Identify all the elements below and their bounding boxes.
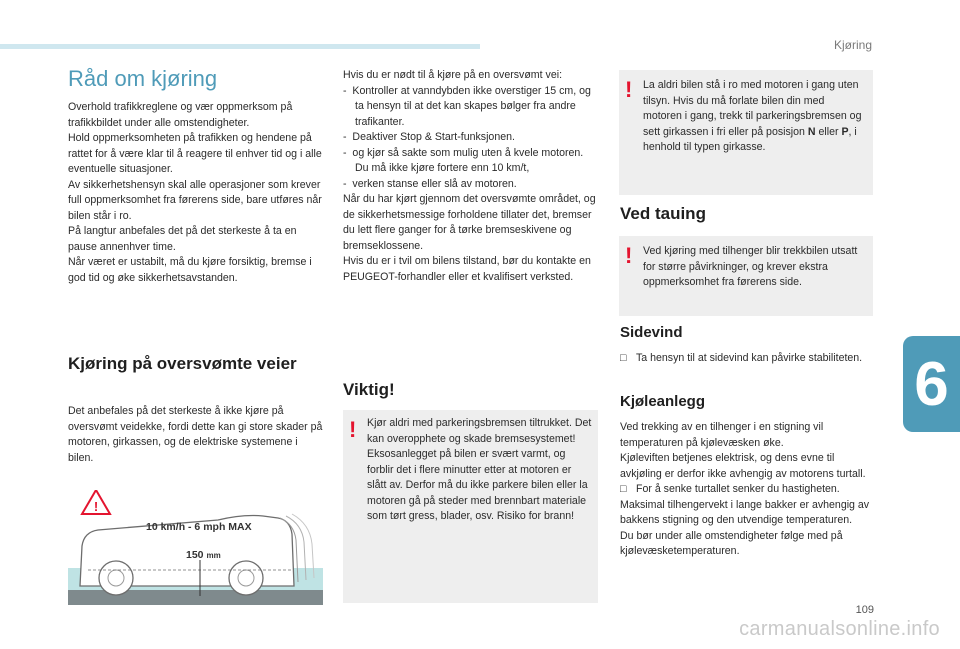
cooling-heading: Kjøleanlegg — [620, 393, 706, 410]
list-item: - verken stanse eller slå av motoren. — [343, 177, 517, 190]
important-box — [343, 410, 598, 603]
paragraph: På langtur anbefales det på det sterkeste å ta en pause annenhver time. — [68, 225, 297, 253]
checkbox-bullet-icon: □ — [620, 483, 627, 495]
paragraph: Du bør under alle omstendigheter følge med på kjølevæsketemperaturen. — [620, 529, 843, 557]
warning-icon: ! — [625, 243, 633, 268]
rear-wheel — [229, 561, 263, 595]
important-heading: Viktig! — [343, 380, 395, 399]
towing-heading: Ved tauing — [620, 204, 706, 223]
flood-instructions — [343, 68, 599, 285]
chapter-tab: 6 — [903, 336, 960, 432]
top-accent-bar — [0, 44, 480, 49]
cooling-text — [620, 420, 874, 560]
cooling-item: □ For å senke turtallet senker du hastigheten. — [620, 482, 874, 498]
paragraph: Overhold trafikkreglene og vær oppmerksom på trafikkbildet under alle omstendigheter. — [68, 101, 293, 129]
front-wheel — [99, 561, 133, 595]
paragraph: Maksimal tilhengervekt i lange bakker er avhengig av bakkens stigning og den utvendige temperaturen. — [620, 498, 870, 526]
towing-warning-box — [619, 236, 873, 316]
list-item: - Deaktiver Stop & Start-funksjonen. — [343, 131, 515, 143]
paragraph: Kjøleviften betjenes elektrisk, og dens evne til avkjøling er derfor ikke avhengig av motorens turtall. — [620, 452, 866, 480]
warning-icon: ! — [349, 417, 357, 442]
paragraph: Ved trekking av en tilhenger i en stigning vil temperaturen på kjølevæsken øke. — [620, 421, 824, 449]
towing-text: Ved kjøring med tilhenger blir trekkbilen utsatt for større påvirkninger, og krever ekstra oppmerksomhet fra førerens side. — [643, 245, 858, 288]
crosswind-heading: Sidevind — [620, 324, 683, 341]
car-in-water-figure — [68, 490, 323, 605]
list-item: - Kontroller at vanndybden ikke overstiger 15 cm, og ta hensyn til at det kan skapes bølger fra andre trafikanter. — [343, 84, 591, 128]
list-item: - og kjør så sakte som mulig uten å kvele motoren. Du må ikke kjøre fortere enn 10 km/t, — [343, 146, 584, 174]
watermark: carmanualsonline.info — [739, 618, 940, 640]
speed-label: 10 km/h - 6 mph MAX — [146, 521, 252, 533]
unattended-text: La aldri bilen stå i ro med motoren i gang uten tilsyn. Hvis du må forlate bilen din med motoren i gang, trekk til parkeringsbremsen og sett girkassen i fri eller på posisjon N eller P, i henhold til typen girkasse. — [643, 79, 862, 153]
flood-text: Det anbefales på det sterkeste å ikke kjøre på oversvømt veidekke, fordi dette kan gi store skader på motoren, girkassen, og de elektriske systemene i bilen. — [68, 405, 323, 464]
paragraph: Når du har kjørt gjennom det oversvømte området, og de sikkerhetsmessige forholdene tillater det, bremser du lett flere ganger for å tørke bremseskivene og bremseklossene. — [343, 193, 596, 252]
page-number: 109 — [855, 604, 874, 616]
intro-text: Hvis du er nødt til å kjøre på en oversvømt vei: — [343, 69, 563, 81]
depth-label: 150 mm — [186, 549, 221, 561]
warning-box-unattended — [619, 70, 873, 195]
warning-icon: ! — [625, 77, 633, 102]
page-title: Råd om kjøring — [68, 66, 218, 91]
important-text: Eksosanlegget på bilen er svært varmt, og forblir det i flere minutter etter at motoren er slått av. Derfor må du ikke parkere bilen eller la motoren gå på steder med brennbart materiale som tørt gress, blader, osv. Risiko for brann! — [367, 448, 588, 522]
paragraph: Av sikkerhetshensyn skal alle operasjoner som krever full oppmerksomhet fra førerens side, bare utføres når bilen står i ro. — [68, 178, 322, 222]
flood-heading: Kjøring på oversvømte veier — [68, 354, 297, 373]
paragraph: Hvis du er i tvil om bilens tilstand, bør du kontakte en PEUGEOT-forhandler eller et kvalifisert verksted. — [343, 255, 591, 283]
running-title: Kjøring — [833, 38, 872, 52]
crosswind-item: □ Ta hensyn til at sidevind kan påvirke stabiliteten. — [620, 351, 872, 367]
svg-text:!: ! — [93, 499, 99, 514]
paragraph: Når været er ustabilt, må du kjøre forsiktig, bremse i god tid og øke sikkerhetsavstanden. — [68, 256, 312, 284]
flood-illustration — [68, 490, 323, 605]
checkbox-bullet-icon: □ — [620, 352, 627, 364]
driving-advice-text — [68, 100, 324, 286]
paragraph: Hold oppmerksomheten på trafikken og hendene på rattet for å være klar til å reagere til enhver tid og i alle eventuelle situasjoner. — [68, 132, 322, 175]
important-text: Kjør aldri med parkeringsbremsen tiltrukket. Det kan overopphete og skade bremsesystemet! — [367, 417, 592, 445]
